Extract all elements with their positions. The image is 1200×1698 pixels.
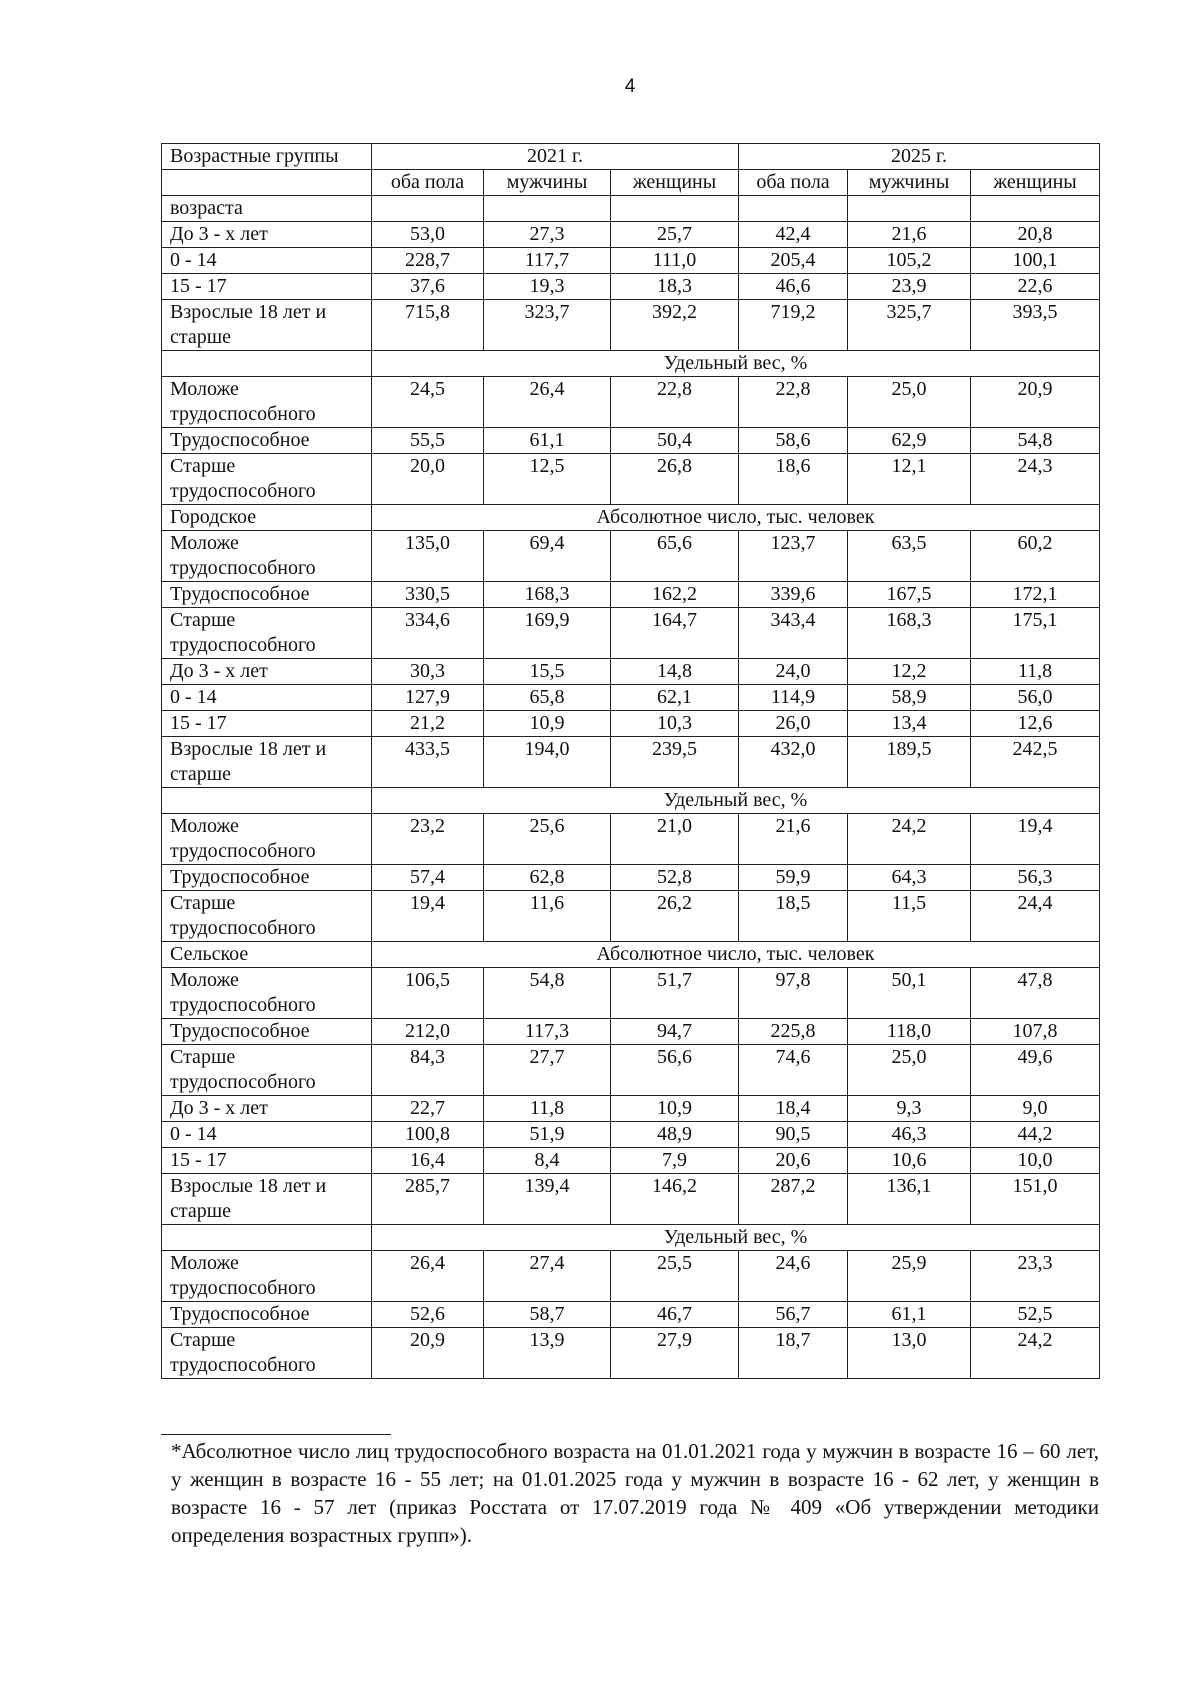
- value-cell: 24,0: [739, 659, 848, 685]
- value-cell: 56,7: [739, 1302, 848, 1328]
- footnote-divider: [161, 1434, 391, 1435]
- value-cell: 228,7: [372, 248, 484, 274]
- value-cell: 9,0: [971, 1096, 1100, 1122]
- header-row-years: [162, 144, 1100, 170]
- value-cell: 7,9: [611, 1148, 739, 1174]
- value-cell: 26,0: [739, 711, 848, 737]
- value-cell: 26,8: [611, 454, 739, 505]
- row-label: Старше трудоспособного: [162, 608, 372, 659]
- empty-cell: [484, 196, 611, 222]
- value-cell: 59,9: [739, 865, 848, 891]
- value-cell: 21,6: [739, 814, 848, 865]
- value-cell: 117,7: [484, 248, 611, 274]
- value-cell: 47,8: [971, 968, 1100, 1019]
- row-label: Моложе трудоспособного: [162, 377, 372, 428]
- value-cell: 14,8: [611, 659, 739, 685]
- value-cell: 12,2: [848, 659, 971, 685]
- row-label: Взрослые 18 лет и старше: [162, 300, 372, 351]
- value-cell: 30,3: [372, 659, 484, 685]
- value-cell: 20,9: [971, 377, 1100, 428]
- value-cell: 57,4: [372, 865, 484, 891]
- row-label: Старше трудоспособного: [162, 1328, 372, 1379]
- row-label: Моложе трудоспособного: [162, 814, 372, 865]
- value-cell: 9,3: [848, 1096, 971, 1122]
- row-label: Трудоспособное: [162, 865, 372, 891]
- empty-cell: [971, 196, 1100, 222]
- value-cell: 24,6: [739, 1251, 848, 1302]
- value-cell: 74,6: [739, 1045, 848, 1096]
- value-cell: 146,2: [611, 1174, 739, 1225]
- row-label: 15 - 17: [162, 274, 372, 300]
- value-cell: 50,1: [848, 968, 971, 1019]
- value-cell: 393,5: [971, 300, 1100, 351]
- value-cell: 19,3: [484, 274, 611, 300]
- row-label: Взрослые 18 лет и старше: [162, 737, 372, 788]
- value-cell: 19,4: [971, 814, 1100, 865]
- table-row-label: [162, 196, 1100, 222]
- value-cell: 325,7: [848, 300, 971, 351]
- value-cell: 22,8: [611, 377, 739, 428]
- value-cell: 26,2: [611, 891, 739, 942]
- value-cell: 25,9: [848, 1251, 971, 1302]
- value-cell: 25,7: [611, 222, 739, 248]
- value-cell: 52,5: [971, 1302, 1100, 1328]
- value-cell: 62,8: [484, 865, 611, 891]
- header-subcol: мужчины: [484, 170, 611, 196]
- value-cell: 49,6: [971, 1045, 1100, 1096]
- table-row: [162, 1096, 1100, 1122]
- value-cell: 18,3: [611, 274, 739, 300]
- value-cell: 54,8: [484, 968, 611, 1019]
- value-cell: 194,0: [484, 737, 611, 788]
- value-cell: 433,5: [372, 737, 484, 788]
- row-label: Старше трудоспособного: [162, 891, 372, 942]
- section-label: [162, 1225, 372, 1251]
- table-row: [162, 1328, 1100, 1379]
- value-cell: 205,4: [739, 248, 848, 274]
- value-cell: 117,3: [484, 1019, 611, 1045]
- age-groups-table: [161, 143, 1100, 1379]
- table-row: [162, 711, 1100, 737]
- value-cell: 42,4: [739, 222, 848, 248]
- value-cell: 44,2: [971, 1122, 1100, 1148]
- row-label: 15 - 17: [162, 1148, 372, 1174]
- value-cell: 118,0: [848, 1019, 971, 1045]
- table-row: [162, 685, 1100, 711]
- value-cell: 20,6: [739, 1148, 848, 1174]
- value-cell: 334,6: [372, 608, 484, 659]
- row-label: Трудоспособное: [162, 1302, 372, 1328]
- table-row: [162, 891, 1100, 942]
- table-row: [162, 1174, 1100, 1225]
- value-cell: 24,2: [971, 1328, 1100, 1379]
- table-row: [162, 274, 1100, 300]
- value-cell: 56,6: [611, 1045, 739, 1096]
- row-label: До 3 - х лет: [162, 222, 372, 248]
- table-row: [162, 814, 1100, 865]
- value-cell: 212,0: [372, 1019, 484, 1045]
- value-cell: 90,5: [739, 1122, 848, 1148]
- value-cell: 65,6: [611, 531, 739, 582]
- value-cell: 10,3: [611, 711, 739, 737]
- value-cell: 12,5: [484, 454, 611, 505]
- value-cell: 58,7: [484, 1302, 611, 1328]
- value-cell: 25,5: [611, 1251, 739, 1302]
- value-cell: 285,7: [372, 1174, 484, 1225]
- row-label: 0 - 14: [162, 1122, 372, 1148]
- table-row: [162, 222, 1100, 248]
- value-cell: 24,2: [848, 814, 971, 865]
- value-cell: 105,2: [848, 248, 971, 274]
- value-cell: 13,0: [848, 1328, 971, 1379]
- empty-cell: [611, 196, 739, 222]
- value-cell: 18,4: [739, 1096, 848, 1122]
- value-cell: 54,8: [971, 428, 1100, 454]
- value-cell: 106,5: [372, 968, 484, 1019]
- header-row-sex: [162, 170, 1100, 196]
- row-label: Моложе трудоспособного: [162, 531, 372, 582]
- value-cell: 25,0: [848, 377, 971, 428]
- row-label: возраста: [162, 196, 372, 222]
- value-cell: 287,2: [739, 1174, 848, 1225]
- table-row: [162, 737, 1100, 788]
- value-cell: 25,6: [484, 814, 611, 865]
- value-cell: 13,9: [484, 1328, 611, 1379]
- value-cell: 46,6: [739, 274, 848, 300]
- value-cell: 18,5: [739, 891, 848, 942]
- table-row: [162, 300, 1100, 351]
- row-label: Моложе трудоспособного: [162, 1251, 372, 1302]
- value-cell: 56,3: [971, 865, 1100, 891]
- value-cell: 60,2: [971, 531, 1100, 582]
- header-subcol: мужчины: [848, 170, 971, 196]
- section-label: Сельское: [162, 942, 372, 968]
- row-label: До 3 - х лет: [162, 659, 372, 685]
- table-row: [162, 968, 1100, 1019]
- value-cell: 52,8: [611, 865, 739, 891]
- value-cell: 21,2: [372, 711, 484, 737]
- value-cell: 24,4: [971, 891, 1100, 942]
- value-cell: 167,5: [848, 582, 971, 608]
- header-subcol: оба пола: [372, 170, 484, 196]
- value-cell: 21,0: [611, 814, 739, 865]
- section-title: Абсолютное число, тыс. человек: [372, 942, 1100, 968]
- value-cell: 46,7: [611, 1302, 739, 1328]
- value-cell: 225,8: [739, 1019, 848, 1045]
- value-cell: 242,5: [971, 737, 1100, 788]
- value-cell: 22,8: [739, 377, 848, 428]
- value-cell: 62,1: [611, 685, 739, 711]
- section-title: Удельный вес, %: [372, 1225, 1100, 1251]
- value-cell: 100,8: [372, 1122, 484, 1148]
- value-cell: 27,9: [611, 1328, 739, 1379]
- value-cell: 11,8: [971, 659, 1100, 685]
- value-cell: 339,6: [739, 582, 848, 608]
- value-cell: 13,4: [848, 711, 971, 737]
- table-row: [162, 248, 1100, 274]
- header-year-2025: 2025 г.: [739, 144, 1100, 170]
- value-cell: 164,7: [611, 608, 739, 659]
- value-cell: 20,0: [372, 454, 484, 505]
- table-row: [162, 1122, 1100, 1148]
- value-cell: 19,4: [372, 891, 484, 942]
- value-cell: 94,7: [611, 1019, 739, 1045]
- table-row: [162, 1148, 1100, 1174]
- value-cell: 715,8: [372, 300, 484, 351]
- value-cell: 15,5: [484, 659, 611, 685]
- table-row: [162, 531, 1100, 582]
- table-row: [162, 428, 1100, 454]
- table-row: [162, 659, 1100, 685]
- value-cell: 114,9: [739, 685, 848, 711]
- value-cell: 53,0: [372, 222, 484, 248]
- value-cell: 123,7: [739, 531, 848, 582]
- value-cell: 23,3: [971, 1251, 1100, 1302]
- value-cell: 26,4: [372, 1251, 484, 1302]
- value-cell: 20,9: [372, 1328, 484, 1379]
- value-cell: 162,2: [611, 582, 739, 608]
- value-cell: 65,8: [484, 685, 611, 711]
- value-cell: 12,6: [971, 711, 1100, 737]
- table-row-section: [162, 788, 1100, 814]
- value-cell: 26,4: [484, 377, 611, 428]
- table-row: [162, 608, 1100, 659]
- value-cell: 37,6: [372, 274, 484, 300]
- value-cell: 330,5: [372, 582, 484, 608]
- value-cell: 10,9: [611, 1096, 739, 1122]
- header-empty-cell: [162, 170, 372, 196]
- value-cell: 18,7: [739, 1328, 848, 1379]
- table-row: [162, 377, 1100, 428]
- value-cell: 189,5: [848, 737, 971, 788]
- table-row-section: [162, 351, 1100, 377]
- value-cell: 97,8: [739, 968, 848, 1019]
- value-cell: 51,7: [611, 968, 739, 1019]
- table-row: [162, 1019, 1100, 1045]
- section-title: Абсолютное число, тыс. человек: [372, 505, 1100, 531]
- value-cell: 8,4: [484, 1148, 611, 1174]
- value-cell: 719,2: [739, 300, 848, 351]
- section-label: [162, 788, 372, 814]
- value-cell: 16,4: [372, 1148, 484, 1174]
- row-label: 15 - 17: [162, 711, 372, 737]
- value-cell: 392,2: [611, 300, 739, 351]
- value-cell: 64,3: [848, 865, 971, 891]
- value-cell: 58,6: [739, 428, 848, 454]
- value-cell: 69,4: [484, 531, 611, 582]
- value-cell: 27,7: [484, 1045, 611, 1096]
- value-cell: 135,0: [372, 531, 484, 582]
- value-cell: 48,9: [611, 1122, 739, 1148]
- value-cell: 107,8: [971, 1019, 1100, 1045]
- section-label: Городское: [162, 505, 372, 531]
- value-cell: 10,6: [848, 1148, 971, 1174]
- page-number: 4: [624, 76, 636, 97]
- value-cell: 21,6: [848, 222, 971, 248]
- table-row: [162, 582, 1100, 608]
- row-label: Моложе трудоспособного: [162, 968, 372, 1019]
- value-cell: 46,3: [848, 1122, 971, 1148]
- value-cell: 323,7: [484, 300, 611, 351]
- value-cell: 239,5: [611, 737, 739, 788]
- table-row-section: [162, 505, 1100, 531]
- value-cell: 55,5: [372, 428, 484, 454]
- value-cell: 168,3: [484, 582, 611, 608]
- value-cell: 27,4: [484, 1251, 611, 1302]
- value-cell: 22,7: [372, 1096, 484, 1122]
- row-label: Старше трудоспособного: [162, 1045, 372, 1096]
- value-cell: 127,9: [372, 685, 484, 711]
- empty-cell: [372, 196, 484, 222]
- header-year-2021: 2021 г.: [372, 144, 739, 170]
- row-label: Трудоспособное: [162, 582, 372, 608]
- value-cell: 11,8: [484, 1096, 611, 1122]
- value-cell: 24,5: [372, 377, 484, 428]
- value-cell: 24,3: [971, 454, 1100, 505]
- value-cell: 63,5: [848, 531, 971, 582]
- header-subcol: оба пола: [739, 170, 848, 196]
- value-cell: 23,2: [372, 814, 484, 865]
- table-row-section: [162, 1225, 1100, 1251]
- empty-cell: [848, 196, 971, 222]
- header-age-groups: Возрастные группы: [162, 144, 372, 170]
- value-cell: 10,9: [484, 711, 611, 737]
- value-cell: 20,8: [971, 222, 1100, 248]
- value-cell: 172,1: [971, 582, 1100, 608]
- value-cell: 22,6: [971, 274, 1100, 300]
- value-cell: 151,0: [971, 1174, 1100, 1225]
- value-cell: 139,4: [484, 1174, 611, 1225]
- value-cell: 56,0: [971, 685, 1100, 711]
- value-cell: 111,0: [611, 248, 739, 274]
- value-cell: 10,0: [971, 1148, 1100, 1174]
- table-row: [162, 1045, 1100, 1096]
- empty-cell: [739, 196, 848, 222]
- section-label: [162, 351, 372, 377]
- value-cell: 51,9: [484, 1122, 611, 1148]
- footnote: *Абсолютное число лиц трудоспособного возраста на 01.01.2021 года у мужчин в возрасте 16 – 60 лет, у женщин в возрасте 16 - 55 лет; на 01.01.2025 года у мужчин в возрасте 16 - 62 лет, у женщин в возрасте 16 - 57 лет (приказ Росстата от 17.07.2019 года № 409 «Об утверждении методики определения возрастных групп»).: [171, 1439, 1099, 1547]
- value-cell: 168,3: [848, 608, 971, 659]
- value-cell: 12,1: [848, 454, 971, 505]
- header-subcol: женщины: [971, 170, 1100, 196]
- value-cell: 61,1: [484, 428, 611, 454]
- row-label: До 3 - х лет: [162, 1096, 372, 1122]
- table-row: [162, 865, 1100, 891]
- row-label: Трудоспособное: [162, 1019, 372, 1045]
- value-cell: 432,0: [739, 737, 848, 788]
- value-cell: 136,1: [848, 1174, 971, 1225]
- row-label: 0 - 14: [162, 685, 372, 711]
- value-cell: 18,6: [739, 454, 848, 505]
- value-cell: 62,9: [848, 428, 971, 454]
- value-cell: 52,6: [372, 1302, 484, 1328]
- value-cell: 50,4: [611, 428, 739, 454]
- row-label: Взрослые 18 лет и старше: [162, 1174, 372, 1225]
- value-cell: 61,1: [848, 1302, 971, 1328]
- table-row: [162, 1251, 1100, 1302]
- value-cell: 169,9: [484, 608, 611, 659]
- row-label: Старше трудоспособного: [162, 454, 372, 505]
- value-cell: 11,5: [848, 891, 971, 942]
- value-cell: 84,3: [372, 1045, 484, 1096]
- section-title: Удельный вес, %: [372, 351, 1100, 377]
- value-cell: 23,9: [848, 274, 971, 300]
- section-title: Удельный вес, %: [372, 788, 1100, 814]
- value-cell: 58,9: [848, 685, 971, 711]
- row-label: Трудоспособное: [162, 428, 372, 454]
- value-cell: 27,3: [484, 222, 611, 248]
- value-cell: 175,1: [971, 608, 1100, 659]
- row-label: 0 - 14: [162, 248, 372, 274]
- table-row-section: [162, 942, 1100, 968]
- value-cell: 343,4: [739, 608, 848, 659]
- value-cell: 11,6: [484, 891, 611, 942]
- value-cell: 100,1: [971, 248, 1100, 274]
- table-body: [162, 196, 1100, 1379]
- table-row: [162, 454, 1100, 505]
- value-cell: 25,0: [848, 1045, 971, 1096]
- table-row: [162, 1302, 1100, 1328]
- header-subcol: женщины: [611, 170, 739, 196]
